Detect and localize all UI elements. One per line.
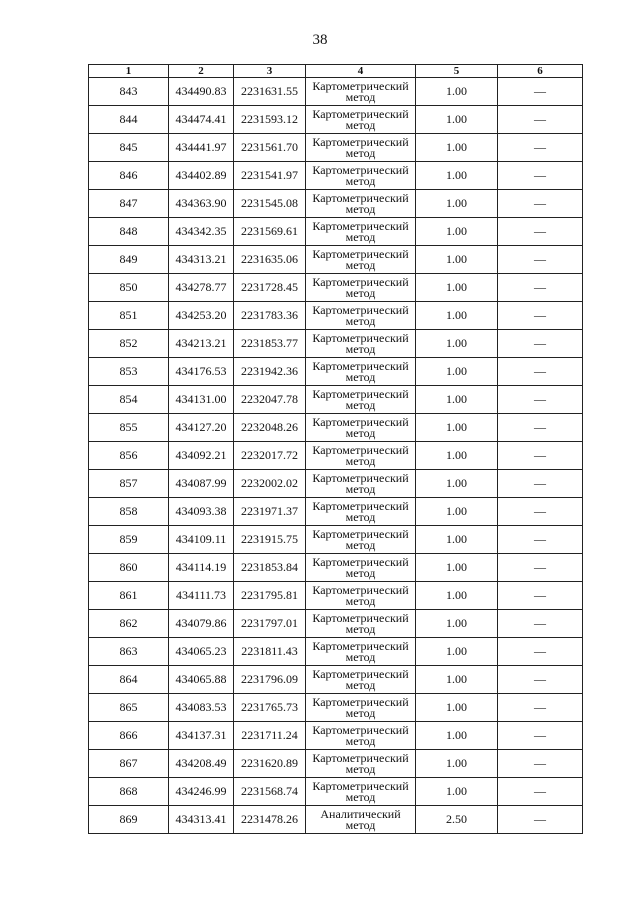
- y-coordinate-cell: 2231853.77: [234, 330, 306, 358]
- y-coordinate-cell: 2231593.12: [234, 106, 306, 134]
- x-coordinate-cell: 434278.77: [169, 274, 234, 302]
- method-cell: Картометрический метод: [306, 106, 416, 134]
- table-row: [89, 302, 583, 330]
- note-cell: —: [498, 498, 583, 526]
- x-coordinate-cell: 434490.83: [169, 78, 234, 106]
- note-cell: —: [498, 470, 583, 498]
- accuracy-cell: 1.00: [416, 610, 498, 638]
- table-row: [89, 246, 583, 274]
- point-number-cell: 843: [89, 78, 169, 106]
- point-number-cell: 860: [89, 554, 169, 582]
- note-cell: —: [498, 190, 583, 218]
- accuracy-cell: 1.00: [416, 638, 498, 666]
- x-coordinate-cell: 434131.00: [169, 386, 234, 414]
- method-cell: Картометрический метод: [306, 246, 416, 274]
- method-cell: Картометрический метод: [306, 302, 416, 330]
- table-row: [89, 442, 583, 470]
- accuracy-cell: 1.00: [416, 330, 498, 358]
- method-cell: Картометрический метод: [306, 358, 416, 386]
- table-body: [89, 78, 583, 834]
- note-cell: —: [498, 442, 583, 470]
- x-coordinate-cell: 434092.21: [169, 442, 234, 470]
- y-coordinate-cell: 2231569.61: [234, 218, 306, 246]
- method-cell: Картометрический метод: [306, 442, 416, 470]
- y-coordinate-cell: 2231765.73: [234, 694, 306, 722]
- point-number-cell: 859: [89, 526, 169, 554]
- method-cell: Картометрический метод: [306, 498, 416, 526]
- accuracy-cell: 1.00: [416, 666, 498, 694]
- method-cell: Картометрический метод: [306, 694, 416, 722]
- y-coordinate-cell: 2231796.09: [234, 666, 306, 694]
- accuracy-cell: 1.00: [416, 190, 498, 218]
- table-row: [89, 190, 583, 218]
- point-number-cell: 856: [89, 442, 169, 470]
- note-cell: —: [498, 638, 583, 666]
- point-number-cell: 845: [89, 134, 169, 162]
- x-coordinate-cell: 434342.35: [169, 218, 234, 246]
- table-row: [89, 330, 583, 358]
- table-row: [89, 806, 583, 834]
- x-coordinate-cell: 434246.99: [169, 778, 234, 806]
- y-coordinate-cell: 2231711.24: [234, 722, 306, 750]
- point-number-cell: 861: [89, 582, 169, 610]
- note-cell: —: [498, 610, 583, 638]
- table-row: [89, 134, 583, 162]
- accuracy-cell: 2.50: [416, 806, 498, 834]
- x-coordinate-cell: 434114.19: [169, 554, 234, 582]
- point-number-cell: 853: [89, 358, 169, 386]
- method-cell: Картометрический метод: [306, 274, 416, 302]
- y-coordinate-cell: 2231620.89: [234, 750, 306, 778]
- x-coordinate-cell: 434087.99: [169, 470, 234, 498]
- point-number-cell: 868: [89, 778, 169, 806]
- accuracy-cell: 1.00: [416, 106, 498, 134]
- note-cell: —: [498, 358, 583, 386]
- note-cell: —: [498, 750, 583, 778]
- point-number-cell: 858: [89, 498, 169, 526]
- page-number: 38: [312, 32, 328, 48]
- table-row: [89, 526, 583, 554]
- note-cell: —: [498, 302, 583, 330]
- accuracy-cell: 1.00: [416, 498, 498, 526]
- point-number-cell: 847: [89, 190, 169, 218]
- table-row: [89, 638, 583, 666]
- note-cell: —: [498, 162, 583, 190]
- note-cell: —: [498, 134, 583, 162]
- point-number-cell: 851: [89, 302, 169, 330]
- method-cell: Картометрический метод: [306, 778, 416, 806]
- accuracy-cell: 1.00: [416, 302, 498, 330]
- x-coordinate-cell: 434093.38: [169, 498, 234, 526]
- accuracy-cell: 1.00: [416, 526, 498, 554]
- table-row: [89, 470, 583, 498]
- method-cell: Картометрический метод: [306, 582, 416, 610]
- note-cell: —: [498, 554, 583, 582]
- table-header: [89, 65, 583, 78]
- method-cell: Картометрический метод: [306, 386, 416, 414]
- x-coordinate-cell: 434208.49: [169, 750, 234, 778]
- x-coordinate-cell: 434213.21: [169, 330, 234, 358]
- note-cell: —: [498, 246, 583, 274]
- method-cell: Картометрический метод: [306, 722, 416, 750]
- y-coordinate-cell: 2231971.37: [234, 498, 306, 526]
- method-cell: Картометрический метод: [306, 190, 416, 218]
- y-coordinate-cell: 2231942.36: [234, 358, 306, 386]
- y-coordinate-cell: 2231541.97: [234, 162, 306, 190]
- y-coordinate-cell: 2231853.84: [234, 554, 306, 582]
- y-coordinate-cell: 2231915.75: [234, 526, 306, 554]
- table-row: [89, 722, 583, 750]
- column-header-6: 6: [498, 65, 583, 78]
- table-row: [89, 694, 583, 722]
- table-row: [89, 414, 583, 442]
- y-coordinate-cell: 2231478.26: [234, 806, 306, 834]
- method-cell: Картометрический метод: [306, 134, 416, 162]
- x-coordinate-cell: 434065.88: [169, 666, 234, 694]
- method-cell: Картометрический метод: [306, 414, 416, 442]
- x-coordinate-cell: 434253.20: [169, 302, 234, 330]
- y-coordinate-cell: 2231795.81: [234, 582, 306, 610]
- point-number-cell: 844: [89, 106, 169, 134]
- y-coordinate-cell: 2232047.78: [234, 386, 306, 414]
- x-coordinate-cell: 434083.53: [169, 694, 234, 722]
- accuracy-cell: 1.00: [416, 722, 498, 750]
- accuracy-cell: 1.00: [416, 246, 498, 274]
- note-cell: —: [498, 694, 583, 722]
- note-cell: —: [498, 106, 583, 134]
- y-coordinate-cell: 2231797.01: [234, 610, 306, 638]
- x-coordinate-cell: 434363.90: [169, 190, 234, 218]
- x-coordinate-cell: 434065.23: [169, 638, 234, 666]
- x-coordinate-cell: 434111.73: [169, 582, 234, 610]
- table-row: [89, 750, 583, 778]
- accuracy-cell: 1.00: [416, 694, 498, 722]
- point-number-cell: 848: [89, 218, 169, 246]
- method-cell: Картометрический метод: [306, 78, 416, 106]
- note-cell: —: [498, 78, 583, 106]
- method-cell: Картометрический метод: [306, 666, 416, 694]
- x-coordinate-cell: 434313.41: [169, 806, 234, 834]
- point-number-cell: 869: [89, 806, 169, 834]
- accuracy-cell: 1.00: [416, 778, 498, 806]
- point-number-cell: 865: [89, 694, 169, 722]
- table-row: [89, 218, 583, 246]
- y-coordinate-cell: 2231635.06: [234, 246, 306, 274]
- point-number-cell: 867: [89, 750, 169, 778]
- accuracy-cell: 1.00: [416, 414, 498, 442]
- method-cell: Картометрический метод: [306, 330, 416, 358]
- method-cell: Картометрический метод: [306, 554, 416, 582]
- header-row: [89, 65, 583, 78]
- point-number-cell: 864: [89, 666, 169, 694]
- method-cell: Картометрический метод: [306, 162, 416, 190]
- x-coordinate-cell: 434176.53: [169, 358, 234, 386]
- accuracy-cell: 1.00: [416, 274, 498, 302]
- x-coordinate-cell: 434441.97: [169, 134, 234, 162]
- point-number-cell: 850: [89, 274, 169, 302]
- accuracy-cell: 1.00: [416, 750, 498, 778]
- table-row: [89, 554, 583, 582]
- method-cell: Картометрический метод: [306, 610, 416, 638]
- note-cell: —: [498, 218, 583, 246]
- point-number-cell: 863: [89, 638, 169, 666]
- table-row: [89, 274, 583, 302]
- point-number-cell: 866: [89, 722, 169, 750]
- x-coordinate-cell: 434079.86: [169, 610, 234, 638]
- accuracy-cell: 1.00: [416, 442, 498, 470]
- x-coordinate-cell: 434137.31: [169, 722, 234, 750]
- table-row: [89, 386, 583, 414]
- coordinates-table: [88, 64, 583, 834]
- y-coordinate-cell: 2232048.26: [234, 414, 306, 442]
- column-header-1: 1: [89, 65, 169, 78]
- y-coordinate-cell: 2232017.72: [234, 442, 306, 470]
- y-coordinate-cell: 2231783.36: [234, 302, 306, 330]
- note-cell: —: [498, 274, 583, 302]
- note-cell: —: [498, 806, 583, 834]
- column-header-4: 4: [306, 65, 416, 78]
- point-number-cell: 846: [89, 162, 169, 190]
- y-coordinate-cell: 2231545.08: [234, 190, 306, 218]
- x-coordinate-cell: 434474.41: [169, 106, 234, 134]
- note-cell: —: [498, 330, 583, 358]
- y-coordinate-cell: 2231568.74: [234, 778, 306, 806]
- table-row: [89, 106, 583, 134]
- accuracy-cell: 1.00: [416, 162, 498, 190]
- accuracy-cell: 1.00: [416, 78, 498, 106]
- note-cell: —: [498, 526, 583, 554]
- point-number-cell: 855: [89, 414, 169, 442]
- point-number-cell: 852: [89, 330, 169, 358]
- accuracy-cell: 1.00: [416, 554, 498, 582]
- accuracy-cell: 1.00: [416, 218, 498, 246]
- accuracy-cell: 1.00: [416, 134, 498, 162]
- x-coordinate-cell: 434402.89: [169, 162, 234, 190]
- accuracy-cell: 1.00: [416, 582, 498, 610]
- table-row: [89, 666, 583, 694]
- table-row: [89, 610, 583, 638]
- table-row: [89, 498, 583, 526]
- method-cell: Картометрический метод: [306, 638, 416, 666]
- note-cell: —: [498, 666, 583, 694]
- accuracy-cell: 1.00: [416, 470, 498, 498]
- table-row: [89, 358, 583, 386]
- x-coordinate-cell: 434109.11: [169, 526, 234, 554]
- note-cell: —: [498, 778, 583, 806]
- y-coordinate-cell: 2231631.55: [234, 78, 306, 106]
- column-header-5: 5: [416, 65, 498, 78]
- y-coordinate-cell: 2232002.02: [234, 470, 306, 498]
- method-cell: Картометрический метод: [306, 470, 416, 498]
- note-cell: —: [498, 582, 583, 610]
- point-number-cell: 854: [89, 386, 169, 414]
- note-cell: —: [498, 386, 583, 414]
- y-coordinate-cell: 2231561.70: [234, 134, 306, 162]
- accuracy-cell: 1.00: [416, 358, 498, 386]
- note-cell: —: [498, 722, 583, 750]
- table-row: [89, 162, 583, 190]
- y-coordinate-cell: 2231728.45: [234, 274, 306, 302]
- point-number-cell: 849: [89, 246, 169, 274]
- x-coordinate-cell: 434127.20: [169, 414, 234, 442]
- note-cell: —: [498, 414, 583, 442]
- method-cell: Картометрический метод: [306, 526, 416, 554]
- table-row: [89, 778, 583, 806]
- column-header-3: 3: [234, 65, 306, 78]
- method-cell: Аналитический метод: [306, 806, 416, 834]
- table-row: [89, 582, 583, 610]
- point-number-cell: 862: [89, 610, 169, 638]
- column-header-2: 2: [169, 65, 234, 78]
- y-coordinate-cell: 2231811.43: [234, 638, 306, 666]
- point-number-cell: 857: [89, 470, 169, 498]
- accuracy-cell: 1.00: [416, 386, 498, 414]
- x-coordinate-cell: 434313.21: [169, 246, 234, 274]
- method-cell: Картометрический метод: [306, 750, 416, 778]
- method-cell: Картометрический метод: [306, 218, 416, 246]
- table-row: [89, 78, 583, 106]
